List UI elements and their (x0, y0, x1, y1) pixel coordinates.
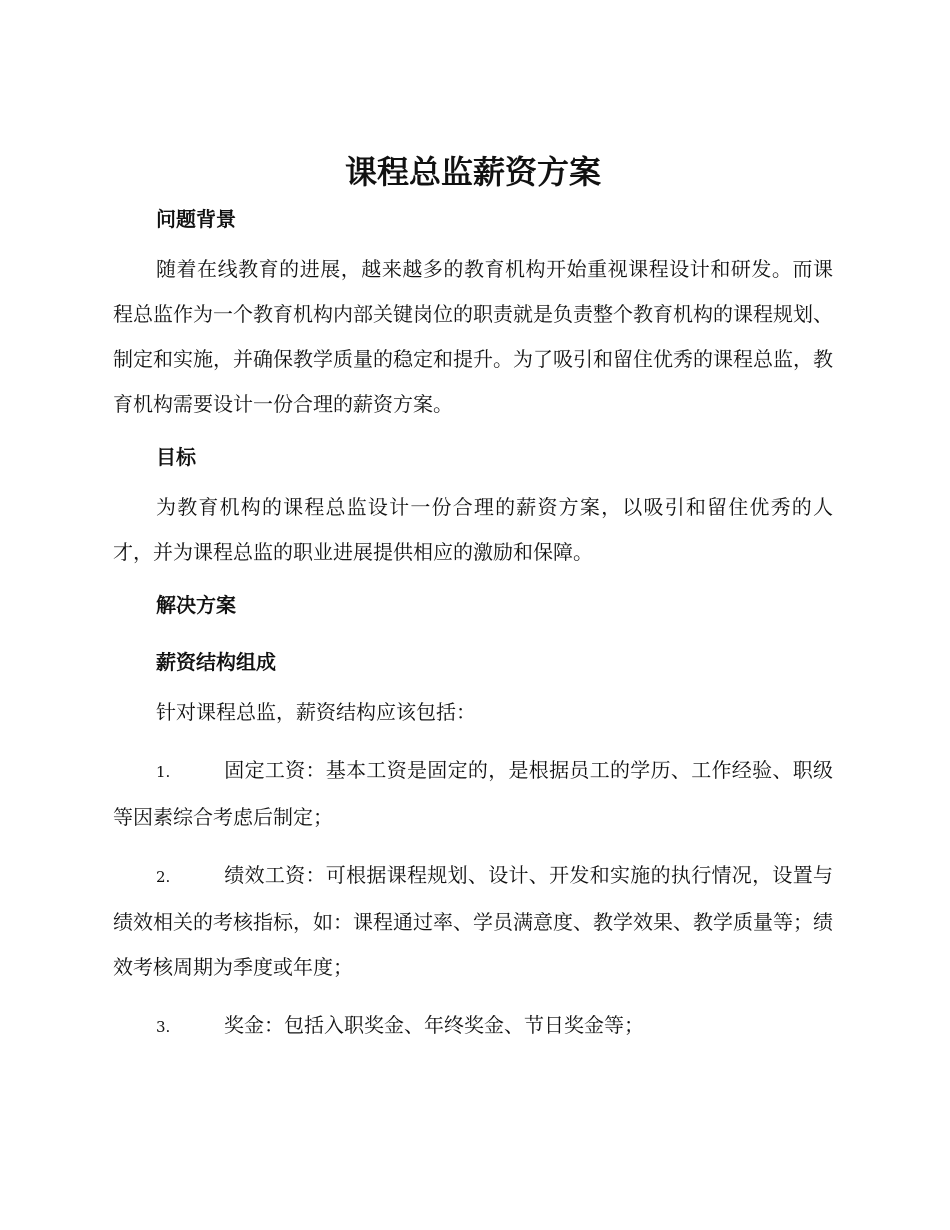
paragraph-structure-intro: 针对课程总监，薪资结构应该包括： (156, 700, 476, 724)
section-heading-structure: 薪资结构组成 (156, 650, 276, 674)
list-number: 1. (156, 763, 171, 781)
paragraph-goal: 为教育机构的课程总监设计一份合理的薪资方案，以吸引和留住优秀的人才，并为课程总监的职业进展提供相应的激励和保障。 (113, 495, 833, 564)
section-heading-solution: 解决方案 (156, 593, 236, 617)
list-item (113, 853, 833, 990)
list-number: 2. (156, 868, 171, 886)
document-title: 课程总监薪资方案 (344, 153, 601, 191)
section-heading-background: 问题背景 (156, 207, 236, 231)
document-content (113, 148, 833, 1050)
list-item (113, 748, 833, 840)
paragraph-background: 随着在线教育的进展，越来越多的教育机构开始重视课程设计和研发。而课程总监作为一个教育机构内部关键岗位的职责就是负责整个教育机构的课程规划、制定和实施，并确保教学质量的稳定和提升。为了吸引和留住优秀的课程总监，教育机构需要设计一份合理的薪资方案。 (113, 257, 833, 416)
list-text: 绩效工资：可根据课程规划、设计、开发和实施的执行情况，设置与绩效相关的考核指标，如：课程通过率、学员满意度、教学效果、教学质量等；绩效考核周期为季度或年度； (113, 863, 833, 979)
list-number: 3. (156, 1018, 171, 1036)
list-text: 奖金：包括入职奖金、年终奖金、节日奖金等； (224, 1013, 644, 1037)
section-heading-goal: 目标 (156, 445, 196, 469)
list-text: 固定工资：基本工资是固定的，是根据员工的学历、工作经验、职级等因素综合考虑后制定； (113, 758, 833, 829)
list-item (113, 1003, 833, 1050)
